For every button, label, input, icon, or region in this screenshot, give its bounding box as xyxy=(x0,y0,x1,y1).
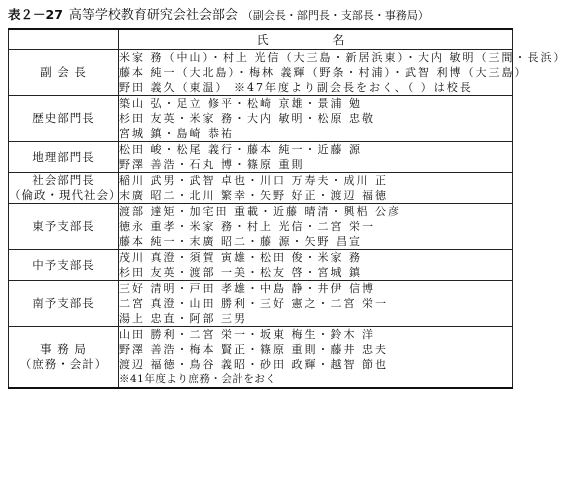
header-role xyxy=(9,29,119,50)
table-row xyxy=(9,96,513,142)
names-cell xyxy=(119,142,513,173)
role-cell xyxy=(9,173,122,204)
table-row xyxy=(9,50,513,96)
names-line: 山田 勝利・二宮 栄一・坂東 梅生・鈴木 洋 xyxy=(119,328,375,341)
table-title: 高等学校教育研究会社会部会 xyxy=(68,8,238,23)
names-cell xyxy=(119,250,513,281)
names-line: 茂川 真澄・須賀 寅雄・松田 俊・米家 務 xyxy=(119,251,362,264)
names-line: 三好 清明・戸田 孝雄・中島 静・井伊 信博 xyxy=(119,282,375,295)
names-cell xyxy=(119,327,513,389)
names-cell xyxy=(119,204,513,250)
role-cell xyxy=(9,50,119,96)
table-row xyxy=(9,327,513,389)
role-cell xyxy=(9,204,119,250)
roster-table xyxy=(8,28,567,389)
names-line: 築山 弘・足立 修平・松崎 京雄・景浦 勉 xyxy=(119,97,362,110)
names-line: 藤本 純一（大北島）・梅林 義輝（野条・村浦）・武智 利博（大三島） xyxy=(119,66,528,79)
table-caption xyxy=(8,6,513,24)
names-line: 野澤 善浩・石丸 博・篠原 重則 xyxy=(119,158,305,171)
role-label: 歴史部門長 xyxy=(32,111,95,125)
table-subtitle: （副会長・部門長・支部長・事務局） xyxy=(241,9,429,22)
header-row xyxy=(9,29,513,50)
role-label: 社会部門長 xyxy=(32,173,95,187)
role-label: 副 会 長 xyxy=(40,65,87,79)
role-label: 地理部門長 xyxy=(32,149,95,164)
role-cell xyxy=(9,327,119,389)
role-cell xyxy=(9,142,119,173)
role-label: 東予支部長 xyxy=(32,219,95,233)
names-line: 渡辺 福徳・鳥谷 義昭・砂田 政輝・越智 節也 xyxy=(119,358,388,371)
note-line: ※41年度より庶務・会計をおく xyxy=(119,373,277,385)
role-cell xyxy=(9,96,119,142)
names-line: 藤本 純一・末廣 昭二・藤 源・矢野 昌宣 xyxy=(119,235,362,248)
names-cell xyxy=(119,50,567,96)
names-line: 杉田 友英・渡部 一美・松友 啓・宮城 鎮 xyxy=(119,266,362,279)
names-line: 野澤 善浩・梅本 賢正・篠原 重則・藤井 忠夫 xyxy=(119,343,388,356)
names-line: 渡部 達矩・加宅田 重載・近藤 晴清・興梠 公彦 xyxy=(119,205,401,218)
names-line: 宮城 鎮・島崎 恭祐 xyxy=(119,127,234,140)
table-row xyxy=(9,173,513,204)
header-names: 氏 名 xyxy=(119,29,513,50)
names-line: 末廣 昭二・北川 繁幸・矢野 好正・渡辺 福徳 xyxy=(119,189,388,202)
table-row xyxy=(9,281,513,327)
names-line: 松田 峻・松尾 義行・藤本 純一・近藤 源 xyxy=(119,143,362,156)
role-label: （倫政・現代社会） xyxy=(9,188,122,202)
names-cell xyxy=(119,96,513,142)
names-line: 湯上 忠直・阿部 三男 xyxy=(119,312,247,325)
role-label: 事 務 局 xyxy=(40,342,87,356)
names-line: 野田 義久（東温） ※47年度より副会長をおく、（ ）は校長 xyxy=(119,81,473,94)
role-label: 中予支部長 xyxy=(32,257,95,272)
table-number: 表２－27 xyxy=(8,7,63,22)
table-row xyxy=(9,142,513,173)
names-cell xyxy=(119,173,513,204)
names-line: 稲川 武男・武智 卓也・川口 万寿夫・成川 正 xyxy=(119,174,388,187)
table-row xyxy=(9,250,513,281)
role-cell xyxy=(9,250,119,281)
table-row xyxy=(9,204,513,250)
names-line: 杉田 友英・米家 務・大内 敏明・松原 忠敬 xyxy=(119,112,375,125)
role-label: 南予支部長 xyxy=(32,296,95,310)
role-label: （庶務・会計） xyxy=(19,357,108,371)
names-line: 二宮 真澄・山田 勝利・三好 憲之・二宮 栄一 xyxy=(119,297,388,310)
names-line: 米家 務（中山）・村上 光信（大三島・新居浜東）・大内 敏明（三間・長浜） xyxy=(119,51,567,64)
names-cell xyxy=(119,281,513,327)
role-cell xyxy=(9,281,119,327)
names-line: 徳永 重孝・米家 務・村上 光信・二宮 栄一 xyxy=(119,220,375,233)
